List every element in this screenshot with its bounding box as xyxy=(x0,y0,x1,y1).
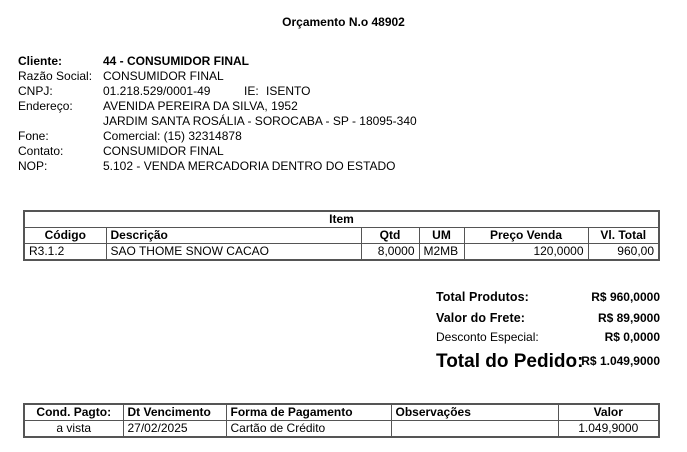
items-table xyxy=(23,210,660,261)
document-title: Orçamento N.o 48902 xyxy=(282,15,405,29)
cell-codigo: R3.1.2 xyxy=(24,244,106,261)
total-produtos-label: Total Produtos: xyxy=(436,290,529,304)
endereco-value: AVENIDA PEREIRA DA SILVA, 1952 xyxy=(103,99,298,113)
header-valor: Valor xyxy=(558,404,659,421)
nop-value: 5.102 - VENDA MERCADORIA DENTRO DO ESTADO xyxy=(103,159,396,173)
total-produtos-value: R$ 960,0000 xyxy=(591,290,660,304)
total-pedido-label: Total do Pedido: xyxy=(436,351,584,372)
frete-row xyxy=(436,311,660,331)
header-forma-pagamento: Forma de Pagamento xyxy=(226,404,391,421)
fone-label: Fone: xyxy=(18,129,49,143)
total-pedido-value: R$ 1.049,9000 xyxy=(581,354,660,368)
cell-forma-pagamento: Cartão de Crédito xyxy=(226,421,391,438)
cell-descricao: SAO THOME SNOW CACAO xyxy=(106,244,361,261)
fone-value: Comercial: (15) 32314878 xyxy=(103,129,242,143)
cell-observacoes xyxy=(391,421,558,438)
header-descricao: Descrição xyxy=(106,228,361,244)
cnpj-label: CNPJ: xyxy=(18,84,53,98)
items-caption-row xyxy=(24,211,659,228)
table-row xyxy=(24,421,659,438)
cell-cond-pagto: a vista xyxy=(24,421,123,438)
table-row xyxy=(24,244,659,261)
desconto-value: R$ 0,0000 xyxy=(604,330,660,344)
contato-value: CONSUMIDOR FINAL xyxy=(103,144,224,158)
cliente-value: 44 - CONSUMIDOR FINAL xyxy=(103,54,250,68)
payment-table xyxy=(23,403,660,438)
header-cond-pagto: Cond. Pagto: xyxy=(24,404,123,421)
total-pedido-row xyxy=(436,351,660,375)
cnpj-value: 01.218.529/0001-49 xyxy=(103,84,211,98)
razao-social-label: Razão Social: xyxy=(18,69,93,83)
items-caption: Item xyxy=(24,211,659,228)
frete-value: R$ 89,9000 xyxy=(597,311,660,325)
contato-label: Contato: xyxy=(18,144,64,158)
totals-block xyxy=(436,290,660,374)
header-vl-total: Vl. Total xyxy=(588,228,659,244)
ie-value: ISENTO xyxy=(266,84,311,98)
cell-preco-venda: 120,0000 xyxy=(464,244,588,261)
endereco-2-value: JARDIM SANTA ROSÁLIA - SOROCABA - SP - 18095-340 xyxy=(103,114,417,128)
desconto-label: Desconto Especial: xyxy=(436,330,539,344)
cell-vl-total: 960,00 xyxy=(588,244,659,261)
total-produtos-row xyxy=(436,290,660,310)
nop-label: NOP: xyxy=(18,159,48,173)
frete-label: Valor do Frete: xyxy=(436,311,526,325)
header-codigo: Código xyxy=(24,228,106,244)
header-dt-vencimento: Dt Vencimento xyxy=(123,404,226,421)
header-observacoes: Observações xyxy=(391,404,558,421)
payment-header-row xyxy=(24,404,659,421)
header-qtd: Qtd xyxy=(361,228,419,244)
razao-social-value: CONSUMIDOR FINAL xyxy=(103,69,224,83)
header-preco-venda: Preço Venda xyxy=(464,228,588,244)
ie-label: IE: xyxy=(244,84,259,98)
cell-valor: 1.049,9000 xyxy=(558,421,659,438)
cliente-label: Cliente: xyxy=(18,54,63,68)
cell-qtd: 8,0000 xyxy=(361,244,419,261)
endereco-label: Endereço: xyxy=(18,99,73,113)
items-header-row xyxy=(24,228,659,244)
header-um: UM xyxy=(419,228,464,244)
desconto-row xyxy=(436,330,660,350)
cell-um: M2MB xyxy=(419,244,464,261)
cell-dt-vencimento: 27/02/2025 xyxy=(123,421,226,438)
